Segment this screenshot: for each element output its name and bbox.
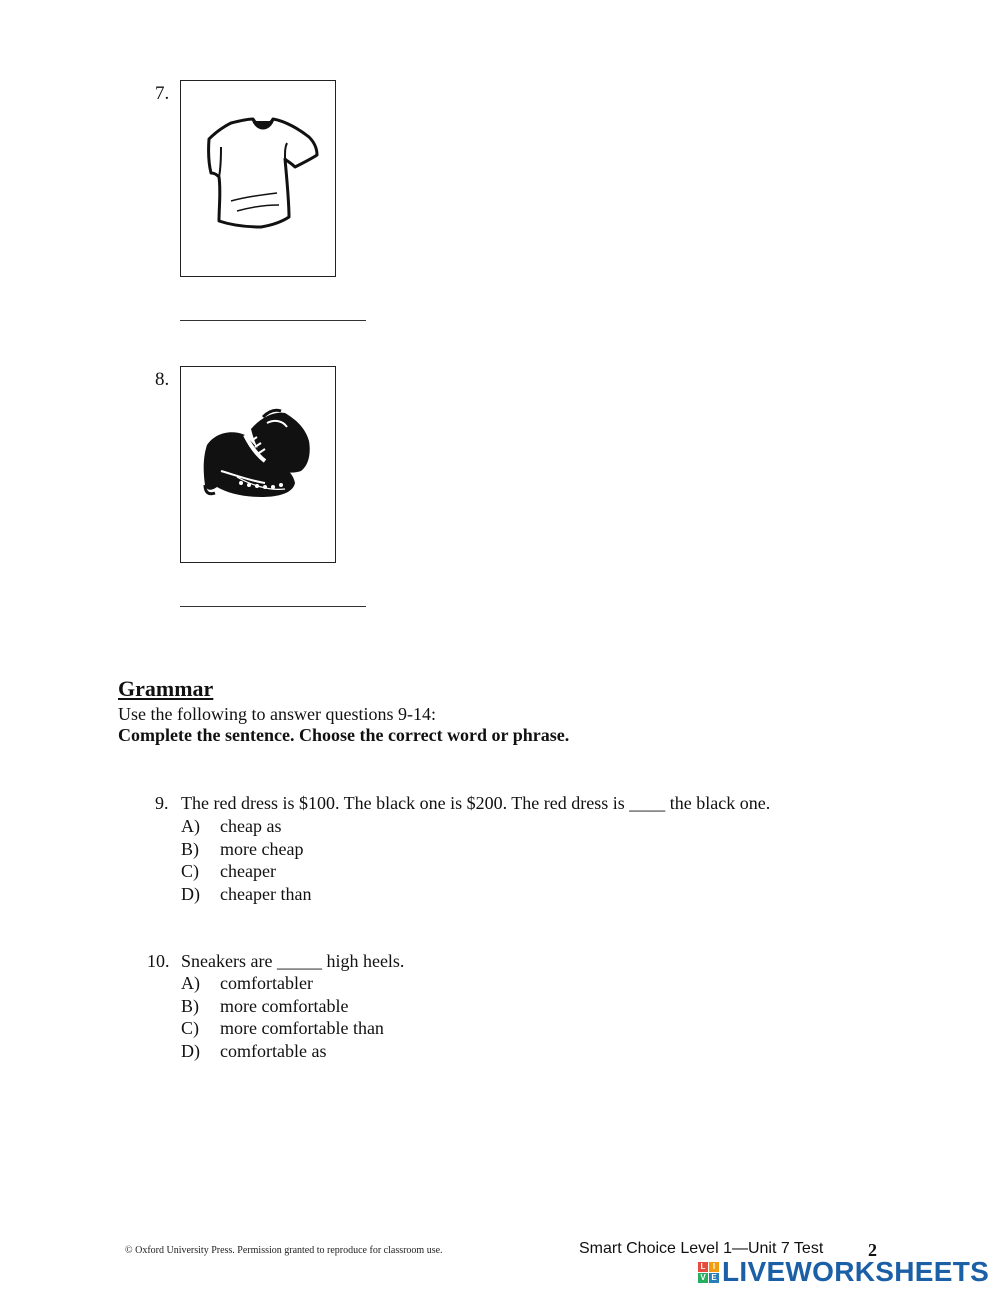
question-10-options: [181, 972, 384, 1062]
page-number: 2: [868, 1240, 877, 1260]
option-letter: B): [181, 838, 199, 859]
option-letter: A): [181, 973, 200, 993]
logo-square: L: [698, 1262, 708, 1272]
option-9b[interactable]: [181, 838, 311, 861]
option-9d[interactable]: [181, 883, 311, 906]
option-text: more cheap: [220, 838, 304, 859]
option-text: cheaper: [220, 861, 276, 881]
option-letter: D): [181, 1040, 200, 1061]
item-7-answer-field[interactable]: [180, 302, 366, 321]
option-text: cheap as: [220, 816, 282, 836]
option-letter: B): [181, 995, 199, 1016]
logo-square: E: [709, 1273, 719, 1283]
question-9-number: 9.: [155, 793, 169, 813]
t-shirt-icon: [181, 81, 335, 276]
item-8-answer-field[interactable]: [180, 588, 366, 607]
option-letter: C): [181, 861, 199, 881]
item-7-picture-frame: [180, 80, 336, 277]
option-10c[interactable]: [181, 1017, 384, 1040]
test-title: Smart Choice Level 1—Unit 7 Test: [579, 1240, 824, 1257]
item-8-picture-frame: [180, 366, 336, 563]
option-text: more comfortable than: [220, 1018, 384, 1038]
item-8-number: 8.: [155, 369, 170, 390]
item-7-number: 7.: [155, 83, 170, 104]
option-10d[interactable]: [181, 1040, 384, 1063]
option-9a[interactable]: [181, 815, 311, 838]
liveworksheets-logo[interactable]: [698, 1257, 989, 1287]
question-10-text: Sneakers are _____ high heels.: [181, 951, 405, 971]
option-text: more comfortable: [220, 995, 349, 1016]
option-9c[interactable]: [181, 860, 311, 883]
option-text: comfortable as: [220, 1040, 327, 1061]
option-10b[interactable]: [181, 995, 384, 1018]
option-10a[interactable]: [181, 972, 384, 995]
logo-square: V: [698, 1273, 708, 1283]
logo-wordmark: LIVEWORKSHEETS: [722, 1256, 990, 1287]
option-letter: C): [181, 1018, 199, 1038]
question-9-text: The red dress is $100. The black one is $200. The red dress is ____ the black one.: [181, 793, 771, 813]
copyright-notice: © Oxford University Press. Permission granted to reproduce for classroom use.: [125, 1245, 443, 1256]
option-letter: A): [181, 816, 200, 836]
grammar-heading: Grammar: [118, 676, 214, 701]
option-text: comfortabler: [220, 973, 313, 993]
logo-square: I: [709, 1262, 719, 1272]
shoes-icon: [181, 367, 335, 562]
option-text: cheaper than: [220, 883, 312, 904]
question-10-number: 10.: [147, 951, 170, 971]
grammar-directions: Complete the sentence. Choose the correct word or phrase.: [118, 725, 570, 745]
option-letter: D): [181, 883, 200, 904]
grammar-instruction: Use the following to answer questions 9-14:: [118, 704, 436, 724]
logo-squares-icon: [698, 1262, 719, 1283]
question-9-options: [181, 815, 311, 905]
